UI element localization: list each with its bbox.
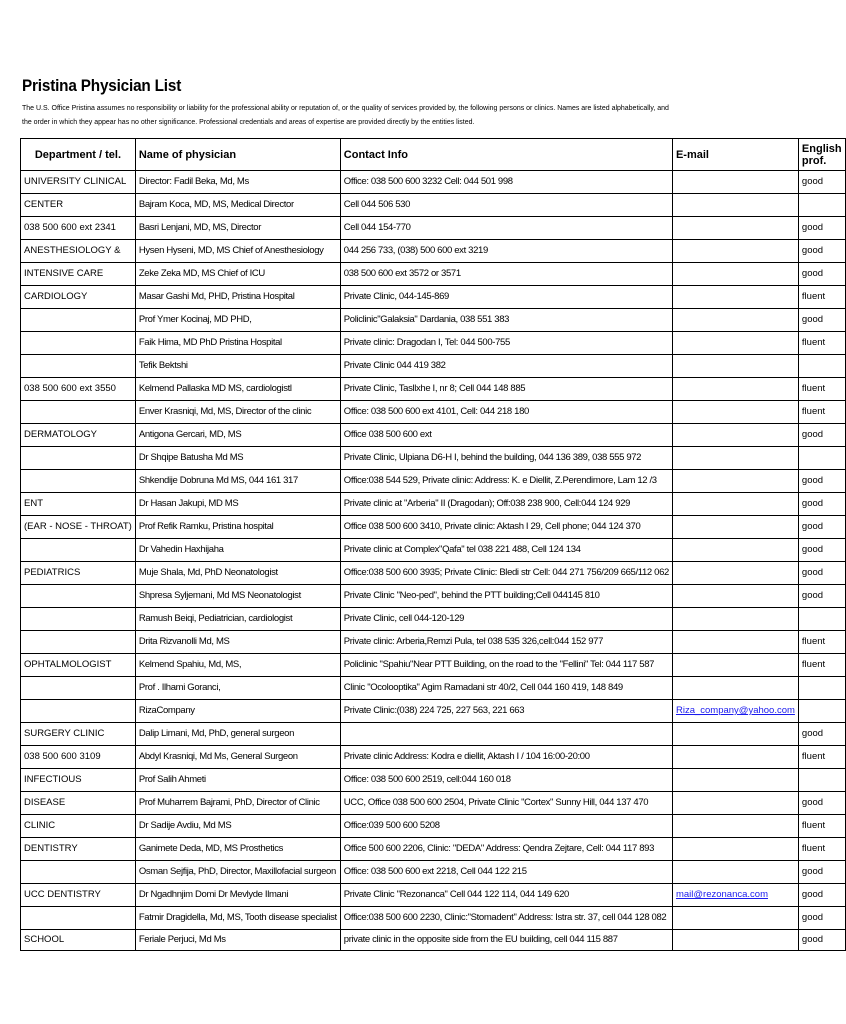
english-prof-cell: good <box>798 424 845 447</box>
email-cell <box>672 447 798 470</box>
department-cell: 038 500 600 3109 <box>21 746 136 769</box>
email-cell <box>672 815 798 838</box>
department-cell <box>21 539 136 562</box>
table-row <box>21 884 846 907</box>
physician-name-cell: Bajram Koca, MD, MS, Medical Director <box>135 194 340 217</box>
physician-name-cell: Prof . Ilhami Goranci, <box>135 677 340 700</box>
page-title: Pristina Physician List <box>22 76 182 95</box>
english-prof-cell <box>798 769 845 792</box>
contact-info-cell: Office: 038 500 600 ext 4101, Cell: 044 218 180 <box>340 401 672 424</box>
english-prof-cell: good <box>798 516 845 539</box>
department-cell: UCC DENTISTRY <box>21 884 136 907</box>
english-prof-cell: good <box>798 930 845 951</box>
english-prof-cell: good <box>798 217 845 240</box>
contact-info-cell: 038 500 600 ext 3572 or 3571 <box>340 263 672 286</box>
contact-info-cell: Office 038 500 600 3410, Private clinic: Aktash I 29, Cell phone; 044 124 370 <box>340 516 672 539</box>
english-prof-cell <box>798 700 845 723</box>
physician-name-cell: Prof Refik Ramku, Pristina hospital <box>135 516 340 539</box>
contact-info-cell: Private Clinic "Rezonanca" Cell 044 122 114, 044 149 620 <box>340 884 672 907</box>
department-cell <box>21 700 136 723</box>
contact-info-cell: Private clinic: Dragodan I, Tel: 044 500-755 <box>340 332 672 355</box>
table-row <box>21 424 846 447</box>
contact-info-cell: Private Clinic, cell 044-120-129 <box>340 608 672 631</box>
physician-name-cell: Osman Sejfija, PhD, Director, Maxillofacial surgeon <box>135 861 340 884</box>
email-cell <box>672 792 798 815</box>
contact-info-cell: Private Clinic "Neo-ped", behind the PTT building;Cell 044145 810 <box>340 585 672 608</box>
email-cell <box>672 309 798 332</box>
email-cell <box>672 746 798 769</box>
email-cell <box>672 884 798 907</box>
department-cell: DENTISTRY <box>21 838 136 861</box>
table-row <box>21 171 846 194</box>
contact-info-cell: 044 256 733, (038) 500 600 ext 3219 <box>340 240 672 263</box>
english-prof-cell: good <box>798 240 845 263</box>
department-cell <box>21 631 136 654</box>
physician-name-cell: Tefik Bektshi <box>135 355 340 378</box>
email-cell <box>672 424 798 447</box>
contact-info-cell: Private clinic at Complex"Qafa" tel 038 221 488, Cell 124 134 <box>340 539 672 562</box>
department-cell <box>21 608 136 631</box>
physician-name-cell: Prof Muharrem Bajrami, PhD, Director of Clinic <box>135 792 340 815</box>
table-row <box>21 585 846 608</box>
table-row <box>21 355 846 378</box>
contact-info-cell: Policlinic "Spahiu"Near PTT Building, on the road to the "Fellini" Tel: 044 117 587 <box>340 654 672 677</box>
department-cell <box>21 907 136 930</box>
email-cell <box>672 378 798 401</box>
email-cell <box>672 470 798 493</box>
physician-name-cell: Enver Krasniqi, Md, MS, Director of the clinic <box>135 401 340 424</box>
table-row <box>21 861 846 884</box>
physician-name-cell: Masar Gashi Md, PHD, Pristina Hospital <box>135 286 340 309</box>
email-cell <box>672 171 798 194</box>
physician-name-cell: Fatmir Dragidella, Md, MS, Tooth disease specialist <box>135 907 340 930</box>
english-prof-cell: good <box>798 792 845 815</box>
english-prof-cell: good <box>798 263 845 286</box>
physician-table <box>20 138 846 951</box>
physician-name-cell: Director: Fadil Beka, Md, Ms <box>135 171 340 194</box>
english-prof-cell <box>798 677 845 700</box>
email-cell <box>672 608 798 631</box>
physician-name-cell: Zeke Zeka MD, MS Chief of ICU <box>135 263 340 286</box>
email-cell <box>672 493 798 516</box>
email-link[interactable]: mail@rezonanca.com <box>675 889 768 900</box>
table-row <box>21 493 846 516</box>
english-prof-cell: fluent <box>798 401 845 424</box>
english-prof-cell <box>798 355 845 378</box>
email-cell <box>672 654 798 677</box>
table-row <box>21 792 846 815</box>
email-cell <box>672 723 798 746</box>
contact-info-cell: Private Clinic, Ulpiana D6-H I, behind the building, 044 136 389, 038 555 972 <box>340 447 672 470</box>
english-prof-cell: good <box>798 884 845 907</box>
table-row <box>21 516 846 539</box>
table-row <box>21 838 846 861</box>
department-cell: 038 500 600 ext 2341 <box>21 217 136 240</box>
physician-name-cell: Hysen Hyseni, MD, MS Chief of Anesthesiology <box>135 240 340 263</box>
table-row <box>21 286 846 309</box>
department-cell <box>21 309 136 332</box>
contact-info-cell: Office:038 544 529, Private clinic: Address: K. e Diellit, Z.Perendimore, Lam 12 /3 <box>340 470 672 493</box>
physician-name-cell: Ganimete Deda, MD, MS Prosthetics <box>135 838 340 861</box>
contact-info-cell: Private Clinic:(038) 224 725, 227 563, 221 663 <box>340 700 672 723</box>
email-cell <box>672 631 798 654</box>
email-cell <box>672 401 798 424</box>
header-email: E-mail <box>672 139 798 171</box>
table-row <box>21 447 846 470</box>
email-cell <box>672 355 798 378</box>
english-prof-cell: fluent <box>798 286 845 309</box>
department-cell <box>21 355 136 378</box>
contact-info-cell: Office 500 600 2206, Clinic: "DEDA" Address: Qendra Zejtare, Cell: 044 117 893 <box>340 838 672 861</box>
english-prof-cell: good <box>798 907 845 930</box>
table-row <box>21 746 846 769</box>
english-prof-cell: fluent <box>798 332 845 355</box>
physician-name-cell: Dr Vahedin Haxhijaha <box>135 539 340 562</box>
contact-info-cell: Private clinic at "Arberia" II (Dragodan); Off:038 238 900, Cell:044 124 929 <box>340 493 672 516</box>
physician-name-cell: Shpresa Syljemani, Md MS Neonatologist <box>135 585 340 608</box>
physician-table-wrapper <box>20 138 846 951</box>
physician-name-cell: Ramush Beiqi, Pediatrician, cardiologist <box>135 608 340 631</box>
email-cell <box>672 217 798 240</box>
table-row <box>21 700 846 723</box>
physician-name-cell: Drita Rizvanolli Md, MS <box>135 631 340 654</box>
email-cell <box>672 930 798 951</box>
department-cell: OPHTALMOLOGIST <box>21 654 136 677</box>
email-cell <box>672 677 798 700</box>
table-row <box>21 562 846 585</box>
contact-info-cell: Office:038 500 600 2230, Clinic:"Stomadent" Address: Istra str. 37, cell 044 128 082 <box>340 907 672 930</box>
header-contact: Contact Info <box>340 139 672 171</box>
english-prof-cell <box>798 447 845 470</box>
department-cell: DERMATOLOGY <box>21 424 136 447</box>
contact-info-cell: Office 038 500 600 ext <box>340 424 672 447</box>
table-row <box>21 240 846 263</box>
english-prof-cell: good <box>798 861 845 884</box>
email-cell <box>672 907 798 930</box>
physician-name-cell: Antigona Gercari, MD, MS <box>135 424 340 447</box>
physician-name-cell: Muje Shala, Md, PhD Neonatologist <box>135 562 340 585</box>
physician-name-cell: Kelmend Spahiu, Md, MS, <box>135 654 340 677</box>
contact-info-cell: Policlinic"Galaksia" Dardania, 038 551 383 <box>340 309 672 332</box>
physician-name-cell: Dr Shqipe Batusha Md MS <box>135 447 340 470</box>
contact-info-cell: Clinic "Ocolooptika" Agim Ramadani str 40/2, Cell 044 160 419, 148 849 <box>340 677 672 700</box>
english-prof-cell: fluent <box>798 654 845 677</box>
physician-name-cell: Kelmend Pallaska MD MS, cardiologistl <box>135 378 340 401</box>
email-cell <box>672 332 798 355</box>
contact-info-cell: Office:038 500 600 3935; Private Clinic: Bledi str Cell: 044 271 756/209 665/112 062 <box>340 562 672 585</box>
email-cell <box>672 194 798 217</box>
table-row <box>21 723 846 746</box>
contact-info-cell: private clinic in the opposite side from the EU building, cell 044 115 887 <box>340 930 672 951</box>
email-cell <box>672 516 798 539</box>
english-prof-cell: fluent <box>798 631 845 654</box>
table-body <box>21 171 846 951</box>
department-cell: CENTER <box>21 194 136 217</box>
table-row <box>21 378 846 401</box>
table-row <box>21 677 846 700</box>
email-cell <box>672 769 798 792</box>
department-cell: 038 500 600 ext 3550 <box>21 378 136 401</box>
english-prof-cell: good <box>798 539 845 562</box>
email-cell <box>672 838 798 861</box>
english-prof-cell: good <box>798 585 845 608</box>
department-cell: DISEASE <box>21 792 136 815</box>
table-row <box>21 815 846 838</box>
physician-name-cell: Abdyl Krasniqi, Md Ms, General Surgeon <box>135 746 340 769</box>
physician-name-cell: Prof Salih Ahmeti <box>135 769 340 792</box>
physician-name-cell: Basri Lenjani, MD, MS, Director <box>135 217 340 240</box>
department-cell: ENT <box>21 493 136 516</box>
department-cell: INFECTIOUS <box>21 769 136 792</box>
department-cell <box>21 861 136 884</box>
email-cell <box>672 539 798 562</box>
email-cell <box>672 861 798 884</box>
department-cell: SURGERY CLINIC <box>21 723 136 746</box>
english-prof-cell <box>798 608 845 631</box>
email-cell <box>672 700 798 723</box>
department-cell: UNIVERSITY CLINICAL <box>21 171 136 194</box>
table-row <box>21 401 846 424</box>
table-row <box>21 654 846 677</box>
table-row <box>21 907 846 930</box>
english-prof-cell: good <box>798 309 845 332</box>
contact-info-cell: Office: 038 500 600 ext 2218, Cell 044 122 215 <box>340 861 672 884</box>
department-cell <box>21 470 136 493</box>
table-row <box>21 217 846 240</box>
contact-info-cell: Office:039 500 600 5208 <box>340 815 672 838</box>
contact-info-cell: Office: 038 500 600 3232 Cell: 044 501 998 <box>340 171 672 194</box>
physician-name-cell: Dr Sadije Avdiu, Md MS <box>135 815 340 838</box>
department-cell <box>21 447 136 470</box>
table-row <box>21 608 846 631</box>
email-cell <box>672 562 798 585</box>
department-cell: PEDIATRICS <box>21 562 136 585</box>
physician-name-cell: Shkendije Dobruna Md MS, 044 161 317 <box>135 470 340 493</box>
physician-name-cell: Faik Hima, MD PhD Pristina Hospital <box>135 332 340 355</box>
department-cell: CARDIOLOGY <box>21 286 136 309</box>
table-row <box>21 470 846 493</box>
physician-name-cell: RizaCompany <box>135 700 340 723</box>
email-cell <box>672 286 798 309</box>
english-prof-cell: fluent <box>798 838 845 861</box>
disclaimer-text: The U.S. Office Pristina assumes no responsibility or liability for the professional ability or reputation of, or the quality of services provided by, the following persons or clinics. Names are listed alphabetically, and the order in which they appear has no other significance. Professional credentials and areas of expertise are provided directly by the entities listed. <box>22 103 669 126</box>
contact-info-cell: Private Clinic 044 419 382 <box>340 355 672 378</box>
department-cell: CLINIC <box>21 815 136 838</box>
table-row <box>21 769 846 792</box>
physician-name-cell: Dalip Limani, Md, PhD, general surgeon <box>135 723 340 746</box>
physician-name-cell: Prof Ymer Kocinaj, MD PHD, <box>135 309 340 332</box>
english-prof-cell: good <box>798 493 845 516</box>
department-cell: SCHOOL <box>21 930 136 951</box>
physician-name-cell: Dr Ngadhnjim Domi Dr Mevlyde Ilmani <box>135 884 340 907</box>
email-cell <box>672 240 798 263</box>
table-row <box>21 539 846 562</box>
english-prof-cell: good <box>798 562 845 585</box>
contact-info-cell: UCC, Office 038 500 600 2504, Private Clinic "Cortex" Sunny Hill, 044 137 470 <box>340 792 672 815</box>
contact-info-cell: Cell 044 154-770 <box>340 217 672 240</box>
header-department: Department / tel. <box>21 139 136 171</box>
english-prof-cell: good <box>798 723 845 746</box>
department-cell <box>21 332 136 355</box>
table-row <box>21 263 846 286</box>
department-cell <box>21 401 136 424</box>
department-cell: ANESTHESIOLOGY & <box>21 240 136 263</box>
table-row <box>21 631 846 654</box>
header-english: English prof. <box>798 139 845 171</box>
english-prof-cell <box>798 194 845 217</box>
physician-name-cell: Dr Hasan Jakupi, MD MS <box>135 493 340 516</box>
english-prof-cell: fluent <box>798 378 845 401</box>
english-prof-cell: fluent <box>798 746 845 769</box>
english-prof-cell: fluent <box>798 815 845 838</box>
contact-info-cell: Cell 044 506 530 <box>340 194 672 217</box>
email-cell <box>672 263 798 286</box>
header-name: Name of physician <box>135 139 340 171</box>
physician-name-cell: Feriale Perjuci, Md Ms <box>135 930 340 951</box>
department-cell <box>21 677 136 700</box>
contact-info-cell <box>340 723 672 746</box>
table-row <box>21 930 846 951</box>
email-link[interactable]: Riza_company@yahoo.com <box>675 705 795 716</box>
department-cell: INTENSIVE CARE <box>21 263 136 286</box>
english-prof-cell: good <box>798 171 845 194</box>
contact-info-cell: Private Clinic, Tasllxhe I, nr 8; Cell 044 148 885 <box>340 378 672 401</box>
table-row <box>21 332 846 355</box>
contact-info-cell: Private clinic: Arberia,Remzi Pula, tel 038 535 326,cell:044 152 977 <box>340 631 672 654</box>
department-cell: (EAR - NOSE - THROAT) <box>21 516 136 539</box>
table-row <box>21 194 846 217</box>
contact-info-cell: Private Clinic, 044-145-869 <box>340 286 672 309</box>
table-header-row <box>21 139 846 171</box>
table-row <box>21 309 846 332</box>
email-cell <box>672 585 798 608</box>
department-cell <box>21 585 136 608</box>
contact-info-cell: Private clinic Address: Kodra e diellit, Aktash I / 104 16:00-20:00 <box>340 746 672 769</box>
contact-info-cell: Office: 038 500 600 2519, cell:044 160 018 <box>340 769 672 792</box>
english-prof-cell: good <box>798 470 845 493</box>
